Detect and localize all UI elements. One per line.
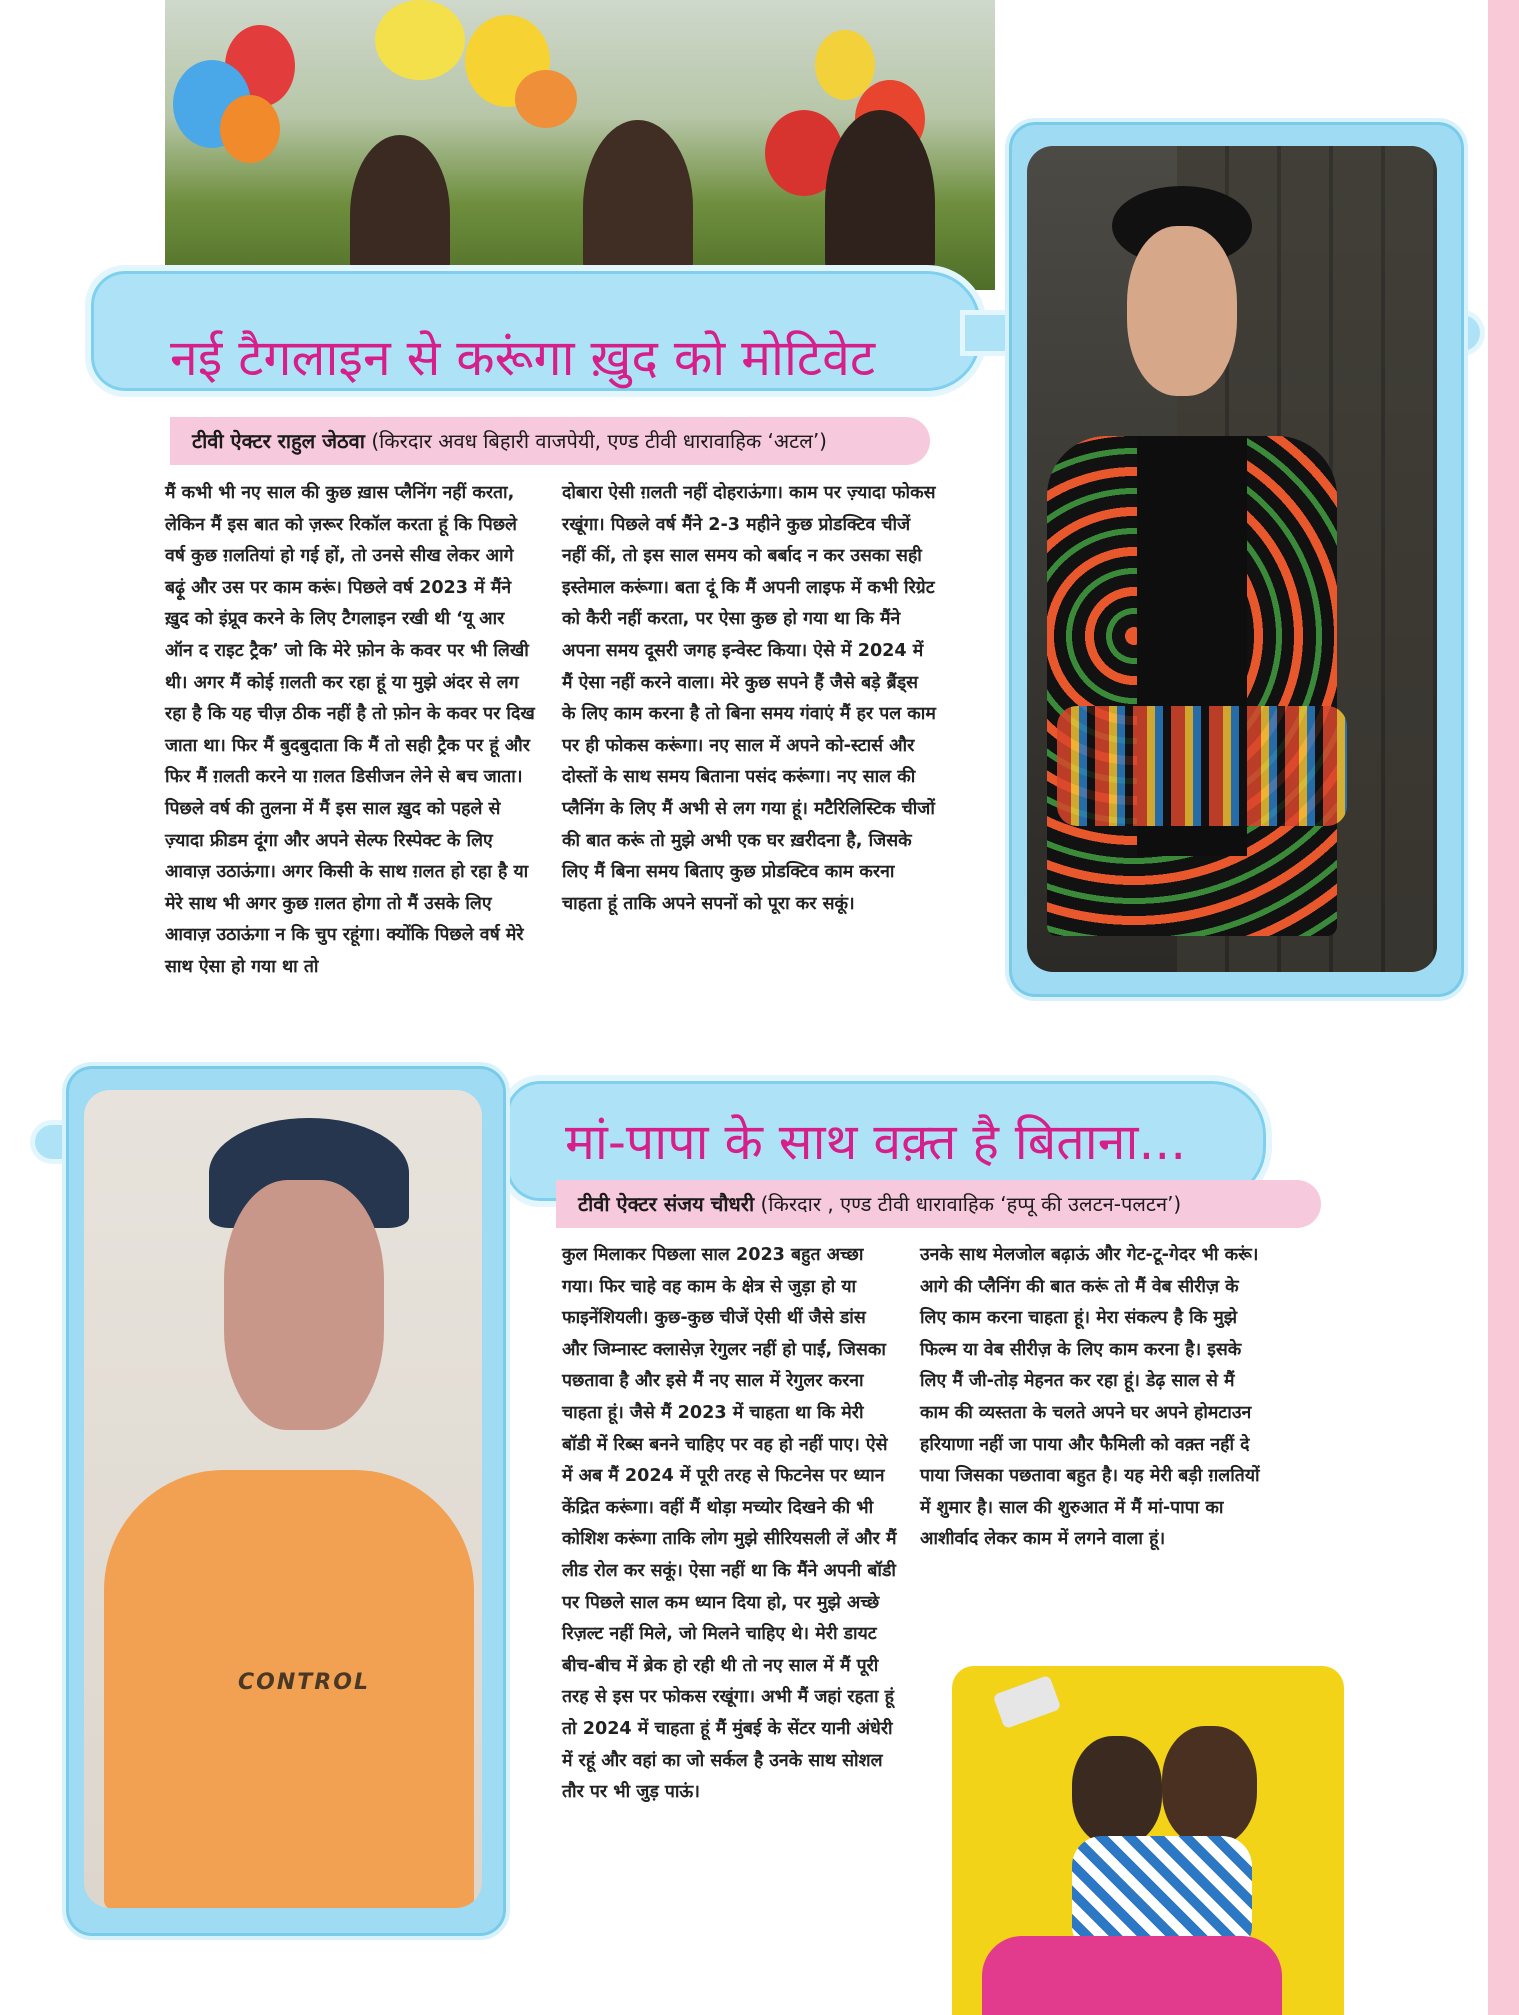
article1-column-1: मैं कभी भी नए साल की कुछ ख़ास प्लैनिंग नहीं करता, लेकिन मैं इस बात को ज़रूर रिकॉल करता हूं कि पिछले वर्ष कुछ ग़लतियां हो गई हों, तो उनसे सीख लेकर आगे बढ़ूं और उस पर काम करूं। पिछले वर्ष 2023 में मैंने ख़ुद को इंप्रूव करने के लिए टैगलाइन रखी थी ‘यू आर ऑन द राइट ट्रैक’ जो कि मेरे फ़ोन के कवर पर भी लिखी थी। अगर मैं कोई ग़लती कर रहा हूं या मुझे अंदर से लग रहा है कि यह चीज़ ठीक नहीं है तो फ़ोन के कवर पर दिख जाता था। फिर मैं बुदबुदाता कि मैं तो सही ट्रैक पर हूं और फिर मैं ग़लती करने या ग़लत डिसीजन लेने से बच जाता। पिछले वर्ष की तुलना में मैं इस साल ख़ुद को पहले से ज़्यादा फ्रीडम दूंगा और अपने सेल्फ रिस्पेक्ट के लिए आवाज़ उठाऊंगा। अगर किसी के साथ ग़लत हो रहा है या मेरे साथ भी अगर कुछ ग़लत होगा तो मैं उसके लिए आवाज़ उठाऊंगा न कि चुप रहूंगा। क्योंकि पिछले वर्ष मेरे साथ ऐसा हो गया था तो [165,483,535,977]
headline-2: मां-पापा के साथ वक़्त है बिताना... [565,1113,1187,1171]
shirt-print-text: CONTROL [238,1670,370,1695]
page-edge-strip [1488,0,1519,2015]
byline-2 [556,1180,1321,1228]
byline-name-2: टीवी ऐक्टर संजय चौधरी [578,1192,755,1216]
photo-girls-on-scooter [952,1666,1344,2015]
article2-column-2: उनके साथ मेलजोल बढ़ाऊं और गेट-टू-गेदर भी करूं। आगे की प्लैनिंग की बात करूं तो मैं वेब सीरीज़ के लिए काम करना चाहता हूं। मेरा संकल्प है कि मुझे फिल्म या वेब सीरीज़ के लिए काम करना है। इसके लिए मैं जी-तोड़ मेहनत कर रहा हूं। डेढ़ साल से मैं काम की व्यस्तता के चलते अपने घर अपने होमटाउन हरियाणा नहीं जा पाया और फैमिली को वक़्त नहीं दे पाया जिसका पछतावा बहुत है। यह मेरी बड़ी ग़लतियों में शुमार है। साल की शुरुआत में मैं मां-पापा का आशीर्वाद लेकर काम में लगने वाला हूं। [920,1245,1260,1550]
hero-photo-girls-with-balloons [165,0,995,290]
byline-role-2: (किरदार , एण्ड टीवी धारावाहिक ‘हप्पू की उलटन-पलटन’) [760,1192,1182,1216]
article2-column-1: कुल मिलाकर पिछला साल 2023 बहुत अच्छा गया। फिर चाहे वह काम के क्षेत्र से जुड़ा हो या फाइनेंशियली। कुछ-कुछ चीजें ऐसी थीं जैसे डांस और जिम्नास्ट क्लासेज़ रेगुलर नहीं हो पाईं, जिसका पछतावा है और इसे मैं नए साल में रेगुलर करना चाहता हूं। जैसे मैं 2023 में चाहता था कि मेरी बॉडी में रिब्स बनने चाहिए पर वह हो नहीं पाए। ऐसे में अब मैं 2024 में पूरी तरह से फिटनेस पर ध्यान केंद्रित करूंगा। वहीं मैं थोड़ा मच्योर दिखने की भी कोशिश करूंगा ताकि लोग मुझे सीरियसली लें और मैं लीड रोल कर सकूं। ऐसा नहीं था कि मैंने अपनी बॉडी पर पिछले साल कम ध्यान दिया हो, पर मुझे अच्छे रिज़ल्ट नहीं मिले, जो मिलने चाहिए थे। मेरी डायट बीच-बीच में ब्रेक हो रही थी तो नए साल में मैं पूरी तरह से इस पर फोकस रखूंगा। अभी मैं जहां रहता हूं तो 2024 में चाहता हूं मैं मुंबई के सेंटर यानी अंधेरी में रहूं और वहां का जो सर्कल है उनके साथ सोशल तौर पर भी जुड़ पाऊं। [562,1245,897,1803]
byline-1 [170,417,930,465]
photo-rahul-jethwa [1027,146,1437,972]
headline-1: नई टैगलाइन से करूंगा ख़ुद को मोटिवेट [170,329,876,387]
photo-sanjay-chaudhary [84,1090,482,1908]
byline-name-1: टीवी ऐक्टर राहुल जेठवा [192,429,365,453]
byline-role-1: (किरदार अवध बिहारी वाजपेयी, एण्ड टीवी धारावाहिक ‘अटल’) [371,429,827,453]
article1-column-2: दोबारा ऐसी ग़लती नहीं दोहराऊंगा। काम पर ज़्यादा फोकस रखूंगा। पिछले वर्ष मैंने 2-3 महीने कुछ प्रोडक्टिव चीजें नहीं कीं, तो इस साल समय को बर्बाद न कर उसका सही इस्तेमाल करूंगा। बता दूं कि मैं अपनी लाइफ में कभी रिग्रेट को कैरी नहीं करता, पर ऐसा कुछ हो गया था कि मैंने अपना समय दूसरी जगह इन्वेस्ट किया। ऐसे में 2024 में मैं ऐसा नहीं करने वाला। मेरे कुछ सपने हैं जैसे बड़े ब्रैंड्स के लिए काम करना है तो बिना समय गंवाएं मैं हर पल काम पर ही फोकस करूंगा। नए साल में अपने को-स्टार्स और दोस्तों के साथ समय बिताना पसंद करूंगा। नए साल की प्लैनिंग के लिए मैं अभी से लग गया हूं। मटैरिलिस्टिक चीजों की बात करूं तो मुझे अभी एक घर ख़रीदना है, जिसके लिए मैं बिना समय बिताए कुछ प्रोडक्टिव काम करना चाहता हूं ताकि अपने सपनों को पूरा कर सकूं। [562,483,936,914]
